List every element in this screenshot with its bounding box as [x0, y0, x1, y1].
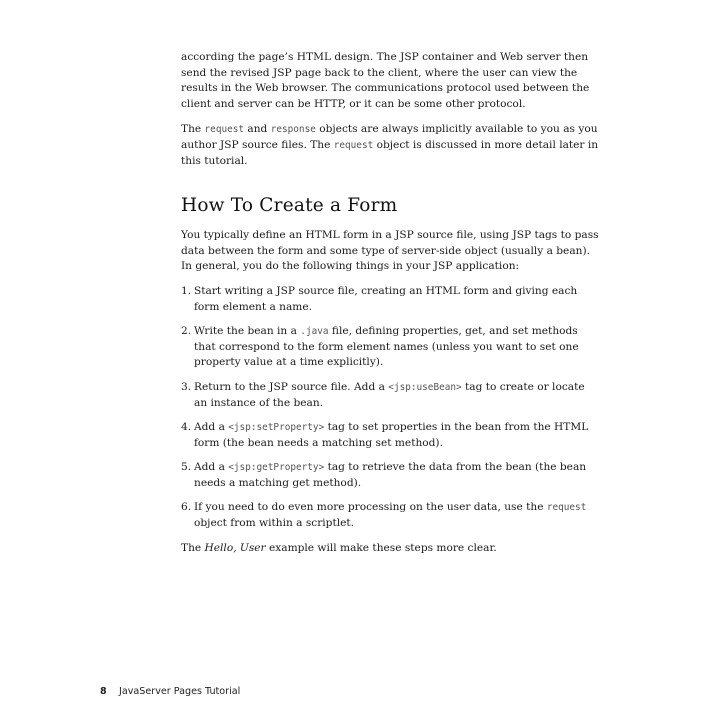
paragraph-intro-continued: according the page’s HTML design. The JSP container and Web server then send the revised JSP page back to the client, where the user can view the results in the Web browser. The communications protocol used between the client and server can be HTTP, or it can be some other protocol. [181, 51, 590, 110]
code-java: .java [300, 326, 329, 338]
code-usebean: <jsp:useBean> [388, 381, 462, 393]
step-number: 6. [181, 501, 192, 514]
page-footer [100, 686, 240, 697]
page-number: 8 [100, 686, 107, 697]
code-getproperty: <jsp:getProperty> [228, 462, 325, 474]
step-number: 3. [181, 380, 192, 393]
list-item: 3. Return to the JSP source file. Add a <jsp:useBean> tag to create or locate an instance of the bean. [181, 380, 585, 409]
steps-list [181, 284, 601, 532]
code-response: response [270, 124, 316, 136]
step-number: 5. [181, 461, 192, 474]
code-request: request [204, 124, 245, 136]
example-name: Hello, User [204, 541, 266, 554]
step-number: 4. [181, 421, 192, 434]
code-request: request [546, 502, 587, 514]
code-setproperty: <jsp:setProperty> [228, 422, 325, 434]
step-number: 1. [181, 284, 192, 297]
step-text: Start writing a JSP source file, creating an HTML form and giving each form element a name. [194, 284, 578, 313]
paragraph-request-response: The request and response objects are always implicitly available to you as you author JSP source files. The request object is discussed in more detail later in this tutorial. [181, 123, 599, 167]
closing-paragraph: The Hello, User example will make these steps more clear. [181, 541, 497, 554]
list-item: 4. Add a <jsp:setProperty> tag to set properties in the bean from the HTML form (the bean needs a matching set method). [181, 421, 589, 449]
section-intro: You typically define an HTML form in a JSP source file, using JSP tags to pass data between the form and some type of server-side object (usually a bean). In general, you do the following things in your JSP application: [181, 229, 599, 273]
list-item: 5. Add a <jsp:getProperty> tag to retrieve the data from the bean (the bean needs a matching get method). [181, 461, 587, 489]
list-item: 2. Write the bean in a .java file, defining properties, get, and set methods that correspond to the form element names (unless you want to set one property value at a time explicitly). [181, 325, 579, 369]
section-heading: How To Create a Form [181, 195, 398, 217]
list-item [181, 284, 601, 315]
step-number: 2. [181, 325, 192, 338]
book-title: JavaServer Pages Tutorial [119, 686, 241, 697]
list-item: 6. If you need to do even more processing on the user data, use the request object from within a scriptlet. [181, 501, 587, 530]
page-content [181, 50, 601, 556]
code-request: request [333, 139, 374, 151]
